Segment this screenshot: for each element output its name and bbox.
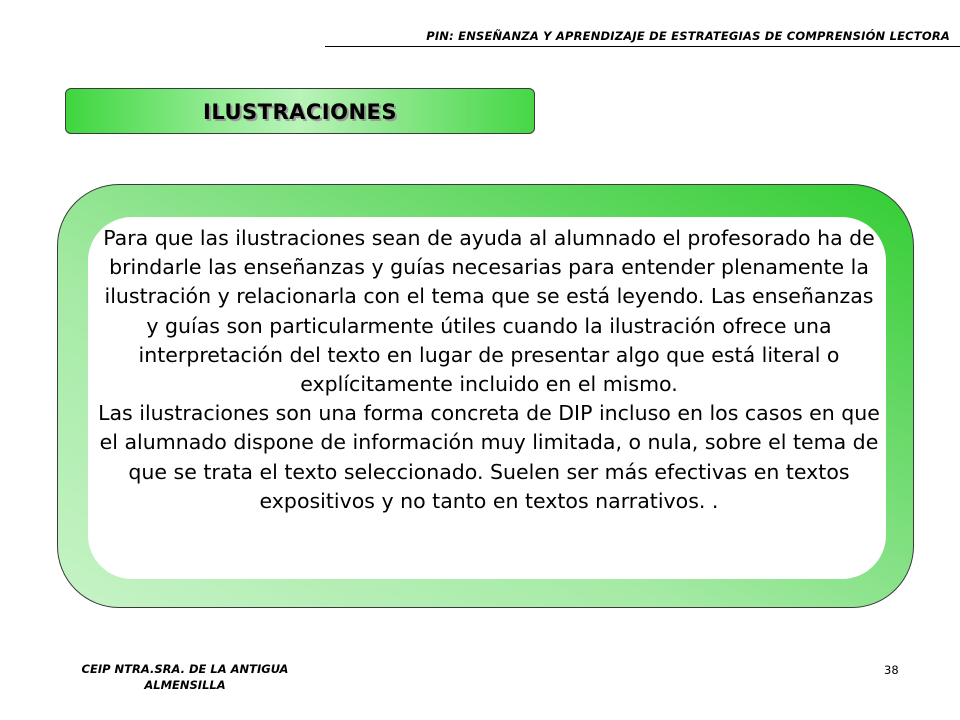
- footer-school-name: [60, 661, 310, 693]
- content-text: [98, 224, 880, 516]
- footer-school-line-2: ALMENSILLA: [144, 678, 226, 692]
- document-header-title: PIN: ENSEÑANZA Y APRENDIZAJE DE ESTRATEGIAS DE COMPRENSIÓN LECTORA: [426, 29, 950, 43]
- section-title: ILUSTRACIONES: [203, 100, 397, 124]
- header-divider: [325, 46, 960, 47]
- content-paragraph-1: Para que las ilustraciones sean de ayuda al alumnado el profesorado ha de brindarle las enseñanzas y guías necesarias para entender plenamente la ilustración y relacionarla con el tema que se está leyendo. Las enseñanzas y guías son particularmente útiles cuando la ilustración ofrece una interpretación del texto en lugar de presentar algo que está literal o explícitamente incluido en el mismo.: [103, 226, 875, 397]
- content-paragraph-2: Las ilustraciones son una forma concreta de DIP incluso en los casos en que el alumnado dispone de información muy limitada, o nula, sobre el tema de que se trata el texto seleccionado. Suelen ser más efectivas en textos expositivos y no tanto en textos narrativos. .: [98, 401, 880, 513]
- page-number: 38: [884, 663, 899, 677]
- footer-school-line-1: CEIP NTRA.SRA. DE LA ANTIGUA: [81, 662, 289, 676]
